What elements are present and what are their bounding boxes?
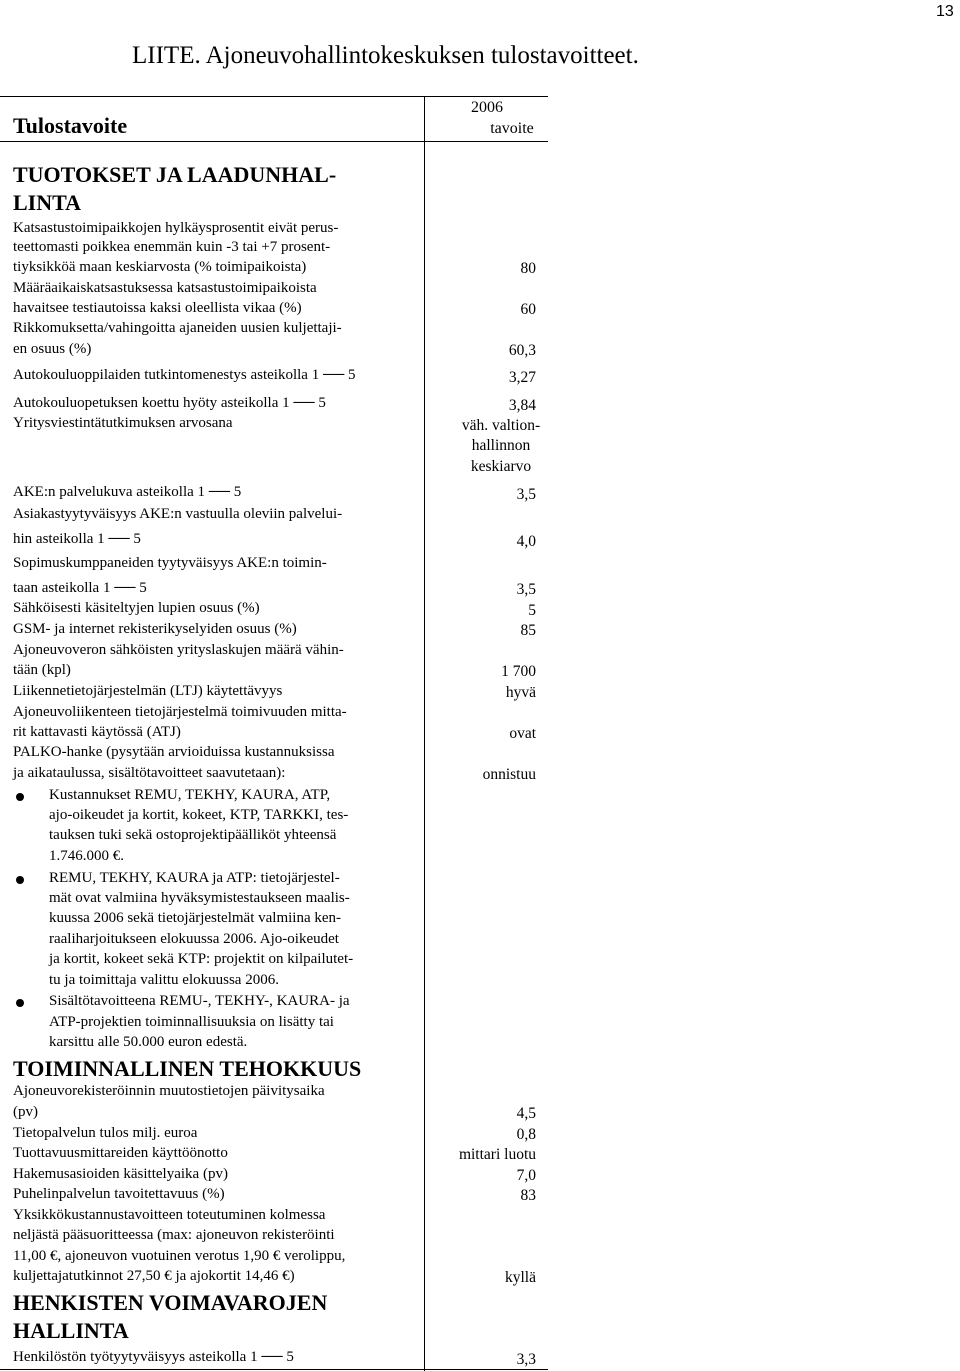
bullet-text-line: mät ovat valmiina hyväksymistestaukseen maalis- bbox=[49, 890, 350, 906]
year-header: 2006 bbox=[471, 99, 503, 116]
bullet-text-line: Sisältötavoitteena REMU-, TEKHY-, KAURA- ja bbox=[49, 993, 350, 1009]
target-value: 3,5 bbox=[516, 486, 536, 503]
row-label-line: Puhelinpalvelun tavoitettavuus (%) bbox=[13, 1186, 225, 1202]
row-label-line: GSM- ja internet rekisterikyselyiden osuus (%) bbox=[13, 621, 297, 637]
target-value: 83 bbox=[520, 1187, 536, 1204]
row-label-line: (pv) bbox=[13, 1104, 38, 1120]
bullet-text-line: Kustannukset REMU, TEKHY, KAURA, ATP, bbox=[49, 787, 331, 803]
row-label-line: AKE:n palvelukuva asteikolla 1 ── 5 bbox=[13, 484, 242, 500]
row-label-line: Yritysviestintätutkimuksen arvosana bbox=[13, 415, 233, 431]
target-value: 0,8 bbox=[516, 1126, 536, 1143]
row-label-line: kuljettajatutkinnot 27,50 € ja ajokortit 14,46 €) bbox=[13, 1268, 295, 1284]
bullet-text-line: REMU, TEKHY, KAURA ja ATP: tietojärjestel- bbox=[49, 870, 340, 886]
row-label-line: tään (kpl) bbox=[13, 662, 71, 678]
bullet-text-line: ja kortit, kokeet sekä KTP: projektit on kilpailutet- bbox=[49, 951, 354, 967]
target-value: 4,5 bbox=[516, 1105, 536, 1122]
row-label-line: Ajoneuvoliikenteen tietojärjestelmä toimivuuden mitta- bbox=[13, 704, 347, 720]
bullet-icon bbox=[16, 793, 24, 801]
bullet-text-line: kuussa 2006 sekä tietojärjestelmät valmiina ken- bbox=[49, 910, 342, 926]
target-value: 1 700 bbox=[501, 663, 536, 680]
table-top-rule bbox=[0, 96, 548, 97]
column-header-tulostavoite: Tulostavoite bbox=[13, 113, 128, 138]
page-number: 13 bbox=[936, 3, 954, 20]
row-label-line: PALKO-hanke (pysytään arvioiduissa kustannuksissa bbox=[13, 744, 335, 760]
bullet-icon bbox=[16, 876, 24, 884]
target-value-line: keskiarvo bbox=[470, 458, 532, 475]
row-label-line: teettomasti poikkea enemmän kuin -3 tai +7 prosent- bbox=[13, 239, 331, 255]
target-value: kyllä bbox=[505, 1269, 536, 1286]
target-value: 7,0 bbox=[516, 1167, 536, 1184]
row-label-line: Sähköisesti käsiteltyjen lupien osuus (%) bbox=[13, 600, 260, 616]
row-label-line: Liikennetietojärjestelmän (LTJ) käytettävyys bbox=[13, 683, 283, 699]
row-label-line: Ajoneuvorekisteröinnin muutostietojen päivitysaika bbox=[13, 1083, 325, 1099]
target-value: 60,3 bbox=[508, 342, 536, 359]
target-value: 3,5 bbox=[516, 581, 536, 598]
bullet-text-line: tu ja toimittaja valittu elokuussa 2006. bbox=[49, 972, 279, 988]
table-header-rule bbox=[0, 141, 548, 142]
target-value: 85 bbox=[520, 622, 536, 639]
target-value: hyvä bbox=[505, 684, 536, 701]
target-value: mittari luotu bbox=[458, 1146, 536, 1163]
target-value: 80 bbox=[520, 260, 536, 277]
row-label-line: Asiakastyytyväisyys AKE:n vastuulla oleviin palvelui- bbox=[13, 506, 343, 522]
row-label-line: Ajoneuvoveron sähköisten yrityslaskujen määrä vähin- bbox=[13, 642, 344, 658]
target-value: 3,3 bbox=[516, 1351, 536, 1368]
row-label-line: ja aikataulussa, sisältötavoitteet saavutetaan): bbox=[13, 765, 286, 781]
target-value: onnistuu bbox=[482, 766, 536, 783]
row-label-line: tiyksikköä maan keskiarvosta (% toimipaikoista) bbox=[13, 259, 307, 275]
section-title-toiminnallinen: TOIMINNALLINEN TEHOKKUUS bbox=[13, 1056, 362, 1081]
row-label-line: Määräaikaiskatsastuksessa katsastustoimipaikoista bbox=[13, 280, 317, 296]
row-label-line: Autokouluoppilaiden tutkintomenestys asteikolla 1 ── 5 bbox=[13, 367, 356, 383]
target-value-line: väh. valtion- bbox=[461, 417, 541, 434]
bullet-text-line: 1.746.000 €. bbox=[49, 848, 124, 864]
bullet-text-line: ATP-projektien toiminnallisuuksia on lisätty tai bbox=[49, 1014, 334, 1030]
target-value: ovat bbox=[509, 725, 536, 742]
section-title-henkisten-cont: HALLINTA bbox=[13, 1318, 129, 1343]
section-title-tuotokset-cont: LINTA bbox=[13, 190, 82, 215]
row-label-line: Hakemusasioiden käsittelyaika (pv) bbox=[13, 1166, 228, 1182]
bullet-text-line: raaliharjoitukseen elokuussa 2006. Ajo-oikeudet bbox=[49, 931, 339, 947]
target-value: 60 bbox=[520, 301, 536, 318]
row-label-line: havaitsee testiautoissa kaksi oleellista vikaa (%) bbox=[13, 300, 302, 316]
row-label-line: neljästä pääsuoritteessa (max: ajoneuvon rekisteröinti bbox=[13, 1227, 335, 1243]
target-value: 3,27 bbox=[508, 369, 536, 386]
row-label-line: Rikkomuksetta/vahingoitta ajaneiden uusien kuljettaji- bbox=[13, 320, 342, 336]
target-value-line: hallinnon bbox=[471, 437, 531, 454]
row-label-line: Henkilöstön työtyytyväisyys asteikolla 1 ── 5 bbox=[13, 1349, 294, 1365]
row-label-line: Sopimuskumppaneiden tyytyväisyys AKE:n toimin- bbox=[13, 555, 327, 571]
bullet-text-line: karsittu alle 50.000 euron edestä. bbox=[49, 1034, 248, 1050]
row-label-line: Autokouluopetuksen koettu hyöty asteikolla 1 ── 5 bbox=[13, 395, 326, 411]
row-label-line: Tuottavuusmittareiden käyttöönotto bbox=[13, 1145, 228, 1161]
row-label-line: Tietopalvelun tulos milj. euroa bbox=[13, 1125, 198, 1141]
row-label-line: rit kattavasti käytössä (ATJ) bbox=[13, 724, 181, 740]
bullet-text-line: tauksen tuki sekä ostoprojektipäälliköt yhteensä bbox=[49, 827, 337, 843]
bullet-icon bbox=[16, 999, 24, 1007]
row-label-line: 11,00 €, ajoneuvon vuotuinen verotus 1,90 € verolippu, bbox=[13, 1248, 346, 1264]
table-bottom-rule bbox=[0, 1369, 548, 1370]
section-title-henkisten: HENKISTEN VOIMAVAROJEN bbox=[13, 1290, 328, 1315]
row-label-line: Yksikkökustannustavoitteen toteutuminen kolmessa bbox=[13, 1207, 326, 1223]
bullet-text-line: ajo-oikeudet ja kortit, kokeet, KTP, TARKKI, tes- bbox=[49, 807, 349, 823]
table-column-divider bbox=[424, 96, 425, 1371]
section-title-tuotokset: TUOTOKSET JA LAADUNHAL- bbox=[13, 162, 337, 187]
row-label-line: taan asteikolla 1 ── 5 bbox=[13, 580, 147, 596]
document-title: LIITE. Ajoneuvohallintokeskuksen tulostavoitteet. bbox=[132, 42, 639, 69]
target-header: tavoite bbox=[490, 120, 534, 137]
target-value: 4,0 bbox=[516, 533, 536, 550]
row-label-line: hin asteikolla 1 ── 5 bbox=[13, 531, 141, 547]
target-value: 3,84 bbox=[508, 397, 536, 414]
target-value: 5 bbox=[528, 602, 536, 619]
row-label-line: Katsastustoimipaikkojen hylkäysprosentit eivät perus- bbox=[13, 220, 339, 236]
row-label-line: en osuus (%) bbox=[13, 341, 92, 357]
